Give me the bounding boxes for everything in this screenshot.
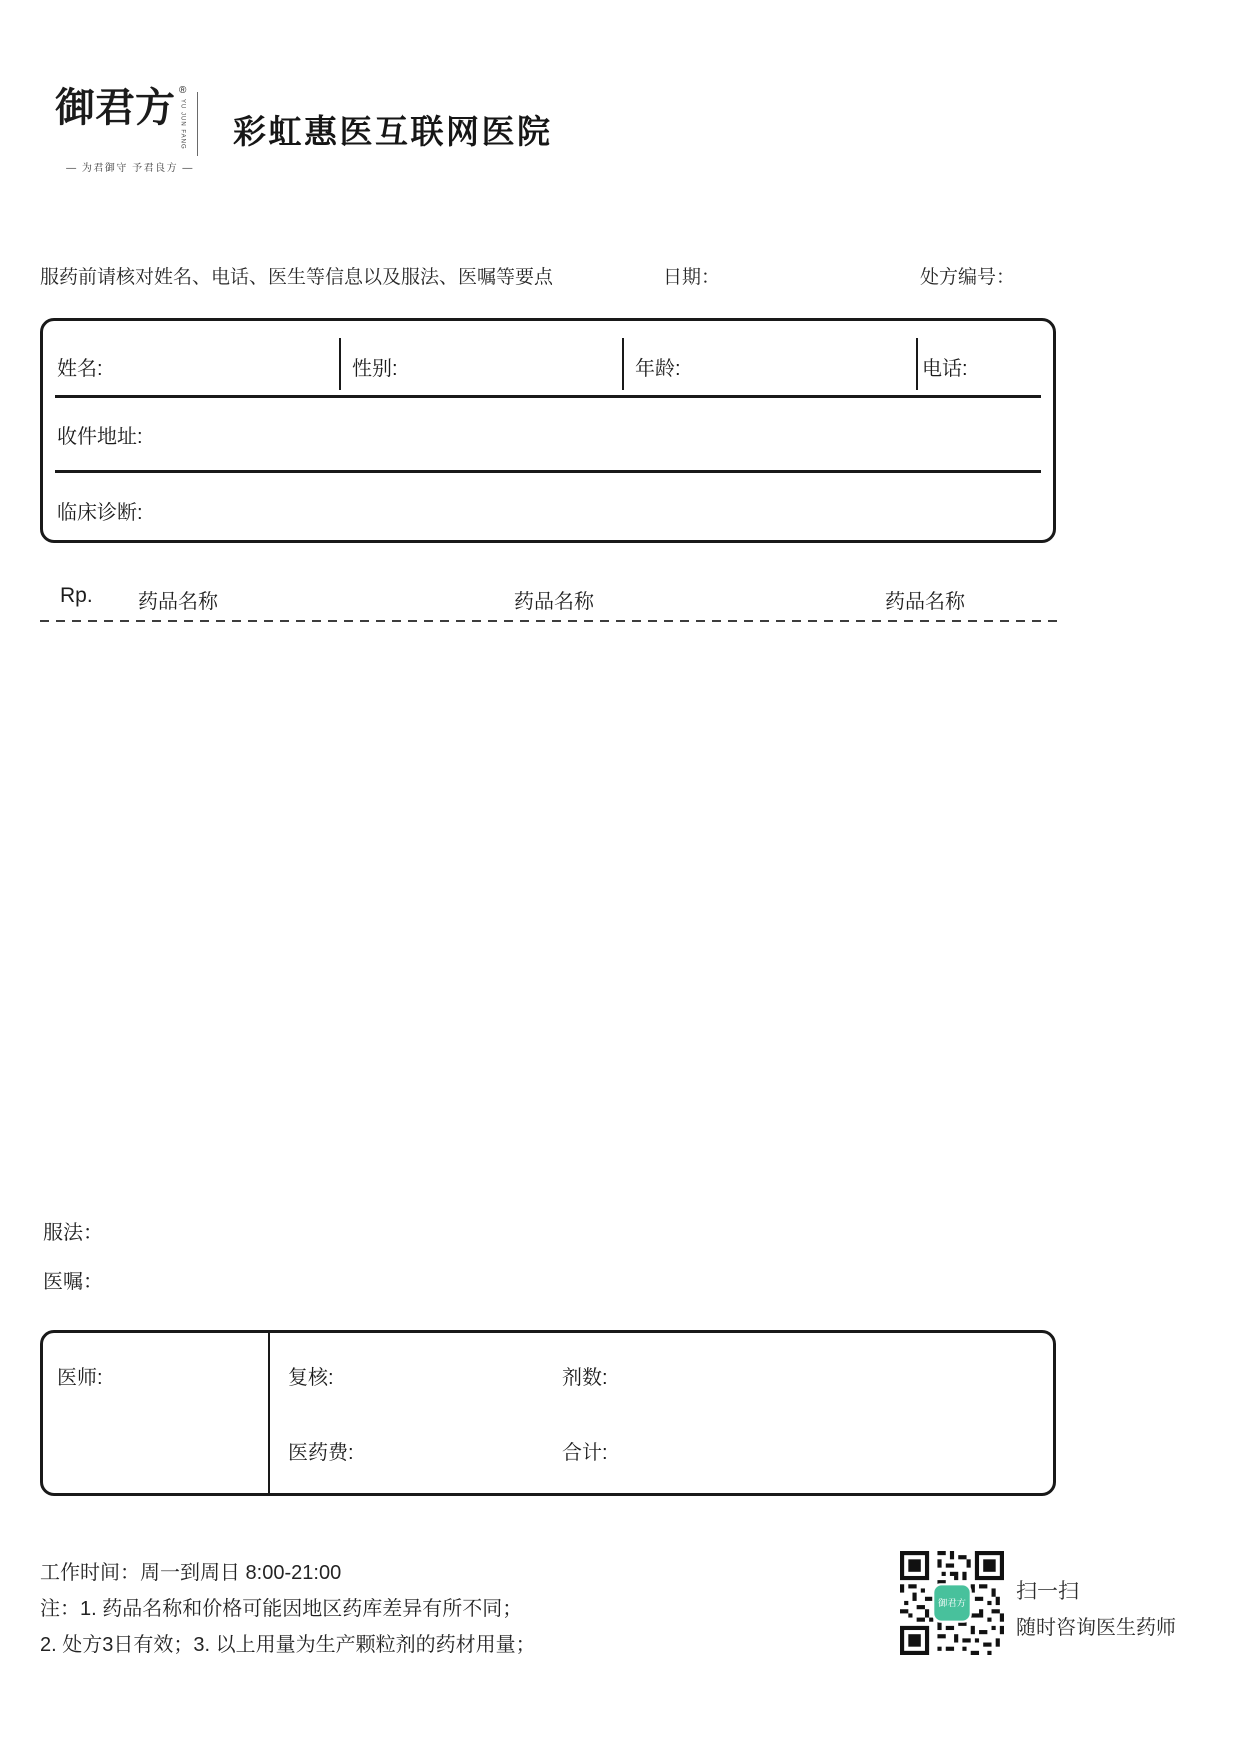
qr-scan-caption: 扫一扫 xyxy=(1016,1580,1079,1603)
drug-name-column-header: 药品名称 xyxy=(885,591,965,613)
drug-name-column-header: 药品名称 xyxy=(514,591,594,613)
cell-divider xyxy=(339,338,341,390)
drug-name-column-header: 药品名称 xyxy=(138,591,218,613)
fee-field-label: 医药费: xyxy=(288,1442,354,1464)
brand-tagline: — 为君御守 予君良方 — xyxy=(66,162,194,174)
cell-divider xyxy=(622,338,624,390)
signature-box xyxy=(40,1330,1056,1496)
usage-method-label: 服法： xyxy=(43,1222,103,1244)
cell-divider xyxy=(268,1333,270,1493)
patient-info-box xyxy=(40,318,1056,543)
gender-field-label: 性别: xyxy=(352,358,398,380)
qr-center-badge-text: 御君方 xyxy=(937,1598,967,1609)
brand-logo xyxy=(55,86,205,174)
address-field-label: 收件地址: xyxy=(57,426,143,448)
qr-consult-caption: 随时咨询医生药师 xyxy=(1016,1617,1176,1639)
note-line-2: 2. 处方3日有效；3. 以上用量为生产颗粒剂的药材用量； xyxy=(40,1634,536,1656)
rx-number-label: 处方编号： xyxy=(920,267,1016,288)
name-field-label: 姓名: xyxy=(57,358,103,380)
rp-label: Rp. xyxy=(60,584,93,607)
registered-trademark-icon: ® xyxy=(179,85,187,96)
date-label: 日期： xyxy=(663,267,721,288)
brand-romanization: YU JUN FANG xyxy=(179,99,186,150)
doctor-advice-label: 医嘱： xyxy=(43,1271,103,1293)
qr-code-image xyxy=(900,1551,1004,1655)
doses-field-label: 剂数: xyxy=(562,1367,608,1389)
work-hours-text: 工作时间：周一到周日 8:00-21:00 xyxy=(40,1562,342,1584)
brand-name: 御君方 xyxy=(55,84,175,131)
qr-code xyxy=(900,1551,1004,1655)
row-divider xyxy=(55,470,1041,473)
phone-field-label: 电话: xyxy=(922,358,968,380)
row-divider xyxy=(55,395,1041,398)
age-field-label: 年龄: xyxy=(635,358,681,380)
diagnosis-field-label: 临床诊断: xyxy=(57,502,143,524)
dashed-separator xyxy=(40,620,1057,622)
hospital-name: 彩虹惠医互联网医院 xyxy=(233,113,553,150)
header-divider xyxy=(197,92,198,156)
total-field-label: 合计: xyxy=(562,1442,608,1464)
physician-field-label: 医师: xyxy=(57,1367,103,1389)
note-line-1: 注：1. 药品名称和价格可能因地区药库差异有所不同； xyxy=(40,1598,523,1620)
review-field-label: 复核: xyxy=(288,1367,334,1389)
check-notice-text: 服药前请核对姓名、电话、医生等信息以及服法、医嘱等要点 xyxy=(40,267,554,288)
cell-divider xyxy=(916,338,918,390)
